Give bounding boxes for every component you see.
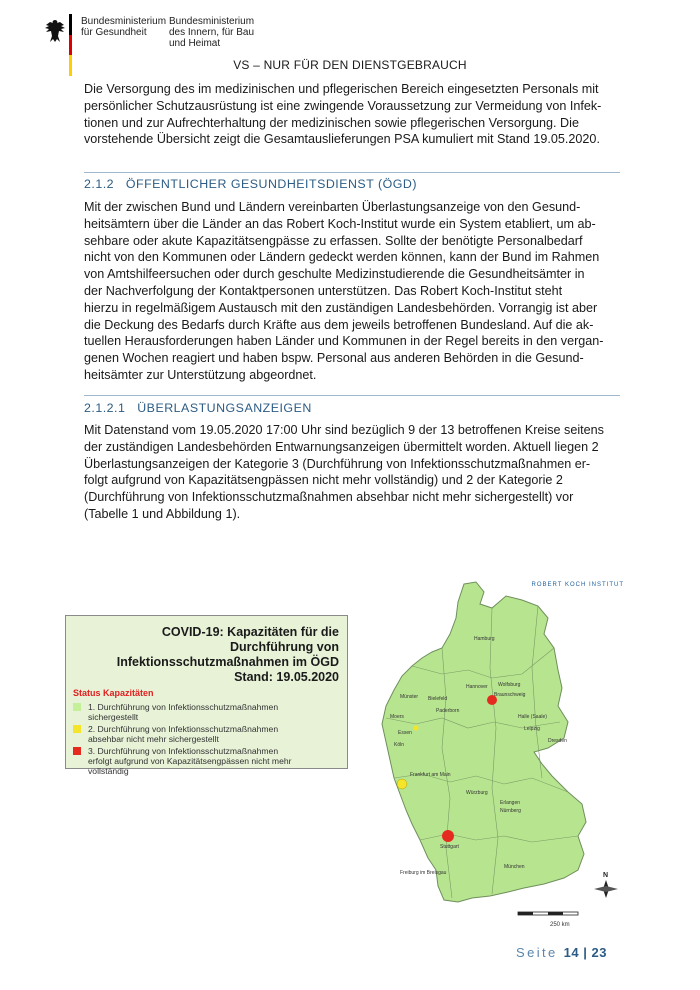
section-heading-oegd: [84, 177, 620, 191]
north-label: N: [603, 872, 609, 879]
page-current: 14: [563, 945, 580, 960]
section-heading-ueberlastung: [84, 401, 620, 415]
legend-title: [99, 625, 339, 685]
ministry-interior-line: Bundesministerium: [169, 16, 255, 27]
legend-title-line: Durchführung von: [229, 640, 339, 654]
text-line: Die Versorgung des im medizinischen und pflegerischen Bereich eingesetzten Personals mit: [84, 82, 599, 96]
legend-line: sichergestellt: [88, 712, 139, 722]
ministry-interior-name: [169, 16, 254, 49]
legend-line: 3. Durchführung von Infektionsschutzmaßnahmen: [88, 746, 279, 756]
classification-label: VS – NUR FÜR DEN DIENSTGEBRAUCH: [233, 58, 467, 72]
city-label: Halle (Saale): [518, 714, 547, 720]
legend-line: absehbar nicht mehr sichergestellt: [88, 734, 219, 744]
intro-paragraph: [84, 81, 620, 148]
section-title: ÖFFENTLICHER GESUNDHEITSDIENST (ÖGD): [125, 177, 417, 191]
legend-title-line: Infektionsschutzmaßnahmen im ÖGD: [116, 655, 339, 669]
legend-item-text: [88, 746, 328, 776]
legend-status-label: Status Kapazitäten: [73, 688, 154, 698]
germany-map-svg: [372, 578, 632, 934]
text-line: hierzu in regelmäßigem Austausch mit den zuständigen Landesbehörden. Vorrangig ist aber: [84, 300, 598, 315]
rki-logo: ROBERT KOCH INSTITUT: [531, 582, 624, 588]
germany-map: [372, 578, 632, 934]
city-label: Erlangen: [500, 800, 521, 806]
city-label: Braunschweig: [494, 692, 526, 698]
overload-marker-red: [442, 830, 454, 842]
city-label: Hamburg: [474, 636, 495, 642]
text-line: der zuständigen Landesbehörden Entwarnungsanzeigen übermittelt worden. Aktuell liegen 2: [84, 439, 599, 454]
text-line: (Durchführung von Infektionsschutzmaßnahmen absehbar nicht mehr sichergestellt) vor: [84, 490, 574, 505]
city-label: Dresden: [548, 738, 567, 744]
north-arrow-icon: [594, 872, 618, 898]
map-legend: [65, 615, 348, 776]
legend-item-text: [88, 702, 328, 722]
city-label: Wolfsburg: [498, 682, 521, 688]
text-line: der Nachverfolgung der Kontaktpersonen unterstützen. Das Robert Koch-Institut steht: [84, 283, 563, 298]
city-label: Freiburg im Breisgau: [400, 870, 447, 876]
legend-line: erfolgt aufgrund von Kapazitätsengpässen nicht mehr: [88, 756, 292, 766]
flag-black-stripe: [69, 14, 72, 35]
section-divider: [84, 172, 620, 173]
text-line: heitsämtern über die Länder an das Robert Koch-Institut wurde ein System etabliert, um ab-: [84, 216, 596, 231]
city-label: Leipzig: [524, 726, 540, 732]
city-label: Moers: [390, 714, 404, 720]
page-total: 23: [591, 945, 607, 960]
ministry-health-line: Bundesministerium: [81, 16, 167, 27]
oegd-paragraph: [84, 199, 620, 384]
legend-swatch-red: [73, 747, 81, 755]
legend-line: vollständig: [88, 766, 129, 776]
city-label: Münster: [400, 694, 419, 700]
text-line: vorstehende Übersicht zeigt die Gesamtauslieferungen PSA kumuliert mit Stand 19.05.2020.: [84, 132, 600, 147]
text-line: tuellen Herausforderungen haben Länder und Kommunen in der Regel bereits in den vergan-: [84, 334, 604, 349]
section-number: 2.1.2.1: [84, 401, 126, 415]
city-label: Stuttgart: [440, 844, 459, 850]
legend-line: 2. Durchführung von Infektionsschutzmaßnahmen: [88, 724, 279, 734]
page-label: Seite: [516, 945, 558, 960]
section-divider: [84, 395, 620, 396]
text-line: (Tabelle 1 und Abbildung 1).: [84, 506, 241, 521]
ministry-health-name: [81, 16, 166, 38]
text-line: sehbare oder akute Kapazitätsengpässe zu erfassen. Sollte der benötigte Personalbedarf: [84, 233, 583, 248]
legend-swatch-green: [73, 703, 81, 711]
city-label: Bielefeld: [428, 696, 448, 702]
section-title: ÜBERLASTUNGSANZEIGEN: [137, 401, 312, 415]
scale-bar: [518, 912, 578, 928]
ministry-interior-line: und Heimat: [169, 38, 221, 49]
text-line: folgt aufgrund von Kapazitätsengpässen nicht mehr vollständig) und 2 der Kategorie 2: [84, 473, 563, 488]
text-line: heitsämter zur Unterstützung abgeordnet.: [84, 367, 317, 382]
text-line: Mit der zwischen Bund und Ländern vereinbarten Überlastungsanzeige von den Gesund-: [84, 200, 581, 214]
city-label: Frankfurt am Main: [410, 772, 451, 778]
legend-line: 1. Durchführung von Infektionsschutzmaßnahmen: [88, 702, 279, 712]
page-number: [516, 945, 607, 960]
overload-marker-yellow: [397, 779, 407, 789]
text-line: die Deckung des Bedarfs durch Kräfte aus dem jeweils betroffenen Bundesland. Auf die ak-: [84, 317, 594, 332]
city-label: Köln: [394, 742, 405, 748]
text-line: Überlastungsanzeigen der Kategorie 3 (Durchführung von Infektionsschutzmaßnahmen er-: [84, 456, 591, 471]
page-separator: |: [579, 945, 592, 960]
ministry-health-line: für Gesundheit: [81, 27, 147, 38]
overload-marker-yellow: [414, 726, 419, 731]
legend-title-line: Stand: 19.05.2020: [234, 670, 339, 684]
city-label: Hannover: [466, 684, 488, 690]
city-label: Essen: [398, 730, 412, 736]
legend-item-text: [88, 724, 328, 744]
city-label: München: [504, 864, 525, 870]
text-line: persönlicher Schutzausrüstung ist eine zwingende Voraussetzung zur Vermeidung von Infek-: [84, 98, 602, 113]
city-label: Paderborn: [436, 708, 460, 714]
text-line: tionen und zur Aufrechterhaltung der medizinischen sowie pflegerischen Versorgung. Die: [84, 115, 579, 130]
text-line: Mit Datenstand vom 19.05.2020 17:00 Uhr sind bezüglich 9 der 13 betroffenen Kreise seitens: [84, 423, 604, 437]
legend-swatch-yellow: [73, 725, 81, 733]
text-line: genen Wochen reagiert und haben bspw. Personal aus anderen Behörden in die Gesund-: [84, 351, 584, 366]
scale-label: 250 km: [550, 922, 570, 928]
city-label: Nürnberg: [500, 808, 521, 814]
ueberlastung-paragraph: [84, 422, 620, 523]
flag-red-stripe: [69, 35, 72, 56]
city-label: Würzburg: [466, 790, 488, 796]
legend-title-line: COVID-19: Kapazitäten für die: [161, 625, 339, 639]
text-line: nicht von den Kommunen oder Ländern gedeckt werden können, kann der Bund im Rahmen: [84, 250, 600, 265]
section-number: 2.1.2: [84, 177, 115, 191]
ministry-interior-line: des Innern, für Bau: [169, 27, 255, 38]
text-line: von Amtshilfeersuchen oder durch geschulte Medizinstudierende die Gesundheitsämter in: [84, 267, 585, 282]
federal-eagle-icon: [44, 18, 66, 44]
